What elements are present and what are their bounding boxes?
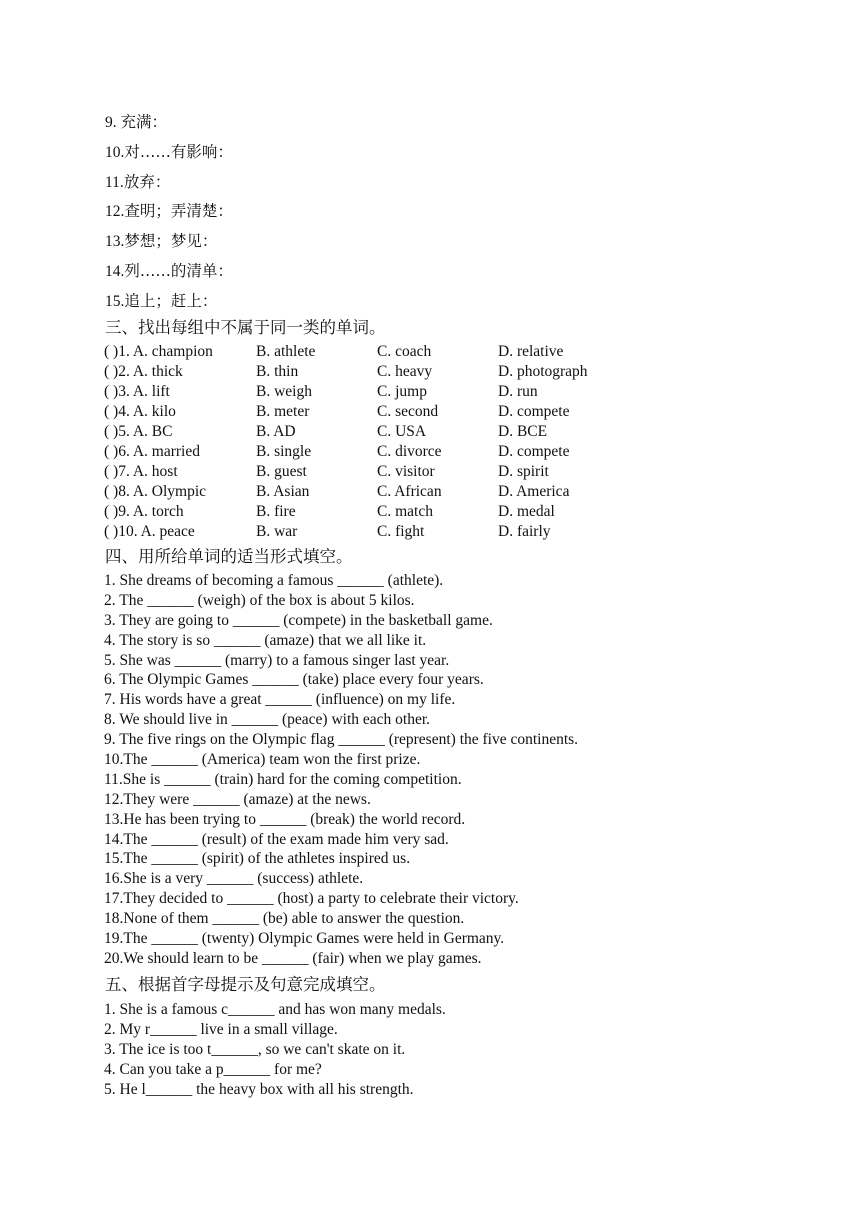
list-item: 11.She is ______ (train) hard for the coming competition.	[104, 770, 462, 788]
section-5-heading: 五、根据首字母提示及句意完成填空。	[105, 975, 386, 994]
list-item: 4. Can you take a p______ for me?	[104, 1060, 322, 1078]
list-item: 4. The story is so ______ (amaze) that we all like it.	[104, 631, 427, 649]
vocab-item: 13.梦想；梦见：	[105, 232, 218, 251]
list-item: 12.They were ______ (amaze) at the news.	[104, 790, 371, 808]
list-item: 3. The ice is too t______, so we can't skate on it.	[104, 1040, 406, 1058]
list-item: 18.None of them ______ (be) able to answer the question.	[104, 910, 465, 928]
vocab-list	[105, 108, 233, 317]
vocab-item: 15.追上；赶上：	[105, 291, 218, 310]
section-4-heading: 四、用所给单词的适当形式填空。	[105, 547, 353, 566]
list-item: 5. She was ______ (marry) to a famous singer last year.	[104, 651, 450, 669]
list-item: 5. He l______ the heavy box with all his strength.	[104, 1080, 414, 1098]
choice-row: ( )7. A. host B. guest C. visitor D. spirit	[104, 463, 549, 480]
list-item: 19.The ______ (twenty) Olympic Games were held in Germany.	[104, 930, 505, 948]
vocab-item: 12.查明；弄清楚：	[105, 202, 233, 221]
section-3-heading: 三、找出每组中不属于同一类的单词。	[105, 318, 386, 337]
choice-row: ( )4. A. kilo B. meter C. second D. compete	[104, 403, 570, 420]
list-item: 7. His words have a great ______ (influence) on my life.	[104, 691, 456, 709]
list-item: 16.She is a very ______ (success) athlete.	[104, 870, 364, 888]
vocab-item: 10.对……有影响：	[105, 142, 233, 161]
list-item: 15.The ______ (spirit) of the athletes inspired us.	[104, 850, 411, 868]
list-item: 20.We should learn to be ______ (fair) when we play games.	[104, 949, 482, 967]
vocab-item: 9. 充满：	[105, 113, 168, 131]
list-item: 13.He has been trying to ______ (break) the world record.	[104, 810, 466, 828]
list-item: 1. She dreams of becoming a famous ______ (athlete).	[104, 572, 444, 589]
list-item: 8. We should live in ______ (peace) with each other.	[104, 711, 431, 729]
list-item: 2. My r______ live in a small village.	[104, 1020, 338, 1038]
choice-row: ( )5. A. BC B. AD C. USA D. BCE	[104, 423, 548, 440]
choice-row: ( )10. A. peace B. war C. fight D. fairly	[104, 523, 551, 540]
choice-row: ( )6. A. married B. single C. divorce D. compete	[104, 443, 570, 460]
initial-letter-list	[104, 1000, 446, 1099]
list-item: 14.The ______ (result) of the exam made him very sad.	[104, 830, 449, 848]
word-form-list	[104, 571, 578, 969]
list-item: 10.The ______ (America) team won the first prize.	[104, 751, 421, 769]
list-item: 1. She is a famous c______ and has won many medals.	[104, 1001, 446, 1018]
choice-row: ( )8. A. Olympic B. Asian C. African D. America	[104, 483, 570, 500]
choice-row: ( )2. A. thick B. thin C. heavy D. photograph	[104, 363, 588, 380]
choice-row: ( )1. A. champion B. athlete C. coach D. relative	[104, 343, 564, 360]
list-item: 6. The Olympic Games ______ (take) place every four years.	[104, 671, 484, 689]
choice-row: ( )3. A. lift B. weigh C. jump D. run	[104, 383, 538, 400]
vocab-item: 11.放弃：	[105, 172, 171, 191]
list-item: 3. They are going to ______ (compete) in the basketball game.	[104, 611, 493, 629]
list-item: 17.They decided to ______ (host) a party to celebrate their victory.	[104, 890, 519, 908]
odd-one-out-list	[104, 342, 724, 542]
choice-row: ( )9. A. torch B. fire C. match D. medal	[104, 503, 555, 520]
list-item: 2. The ______ (weigh) of the box is about 5 kilos.	[104, 591, 415, 609]
vocab-item: 14.列……的清单：	[105, 261, 233, 280]
list-item: 9. The five rings on the Olympic flag ______ (represent) the five continents.	[104, 731, 579, 749]
